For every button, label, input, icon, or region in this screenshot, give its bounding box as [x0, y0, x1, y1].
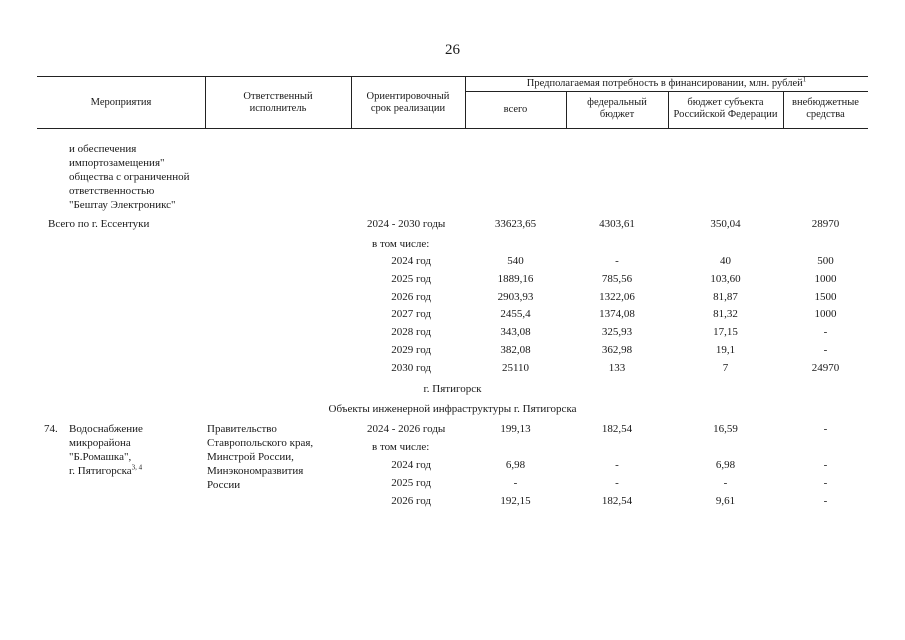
year-federal: 785,56 [601, 273, 633, 285]
header-top-rule [37, 76, 868, 77]
year-subject: 103,60 [710, 273, 741, 285]
item-extra: - [823, 423, 828, 435]
year-label: 2025 год [391, 273, 431, 285]
page-number: 26 [445, 42, 460, 58]
year-extra: 1000 [814, 308, 837, 320]
year-subject: 7 [722, 362, 729, 374]
header-executor: Ответственный исполнитель [243, 91, 313, 114]
year-extra: 1000 [814, 273, 837, 285]
year-federal: 325,93 [601, 326, 633, 338]
year-federal: 1322,06 [599, 291, 635, 303]
year-subject: 6,98 [715, 459, 736, 471]
year-federal: 133 [608, 362, 626, 374]
year-federal: 182,54 [601, 495, 633, 507]
year-label: 2026 год [391, 495, 431, 507]
header-funding-title: Предполагаемая потребность в финансировании, млн. рублей$^1$ [526, 75, 807, 89]
year-subject: 81,87 [713, 291, 738, 303]
header-federal: федеральный бюджет [587, 97, 647, 120]
continued-measure-text: и обеспечения импортозамещения" общества с ограниченной ответственностью "Бештау Электроникс" [69, 143, 190, 211]
essentuki-total-label: Всего по г. Ессентуки [48, 218, 150, 230]
essentuki-extra: 28970 [811, 218, 840, 230]
city-heading: г. Пятигорск [423, 383, 482, 395]
year-federal: - [615, 255, 619, 267]
item-period: 2024 - 2026 годы [367, 423, 446, 435]
year-total: 540 [507, 255, 524, 267]
year-total: 25110 [501, 362, 530, 374]
item-total: 199,13 [500, 423, 531, 435]
funding-subheader-rule [465, 91, 868, 92]
item-incl-label: в том числе: [372, 441, 430, 453]
year-label: 2029 год [391, 344, 431, 356]
year-extra: - [823, 477, 828, 489]
year-subject: 19,1 [715, 344, 736, 356]
footnote-marker: 3, 4 [131, 463, 143, 472]
year-total: 382,08 [500, 344, 531, 356]
year-total: 2903,93 [497, 291, 534, 303]
essentuki-total: 33623,65 [494, 218, 537, 230]
year-subject: 81,32 [713, 308, 738, 320]
essentuki-federal: 4303,61 [599, 218, 635, 230]
year-total: 6,98 [505, 459, 526, 471]
year-label: 2025 год [391, 477, 431, 489]
year-extra: 24970 [811, 362, 840, 374]
section-heading: Объекты инженерной инфраструктуры г. Пятигорска [328, 403, 577, 415]
year-federal: 1374,08 [599, 308, 635, 320]
essentuki-period: 2024 - 2030 годы [367, 218, 446, 230]
year-total: - [513, 477, 518, 489]
year-extra: - [823, 344, 828, 356]
year-total: 2455,4 [500, 308, 531, 320]
year-label: 2027 год [391, 308, 431, 320]
year-extra: - [823, 326, 828, 338]
year-extra: - [823, 495, 828, 507]
year-total: 1889,16 [497, 273, 534, 285]
year-federal: - [615, 459, 619, 471]
year-label: 2026 год [391, 291, 431, 303]
year-federal: 362,98 [601, 344, 633, 356]
year-total: 192,15 [500, 495, 531, 507]
header-extra: внебюджетные средства [792, 97, 859, 120]
item-name: Водоснабжение микрорайона "Б.Ромашка", г. Пятигорска$^{3, 4}$ [69, 423, 143, 477]
year-subject: 17,15 [713, 326, 738, 338]
essentuki-subject: 350,04 [710, 218, 741, 230]
year-label: 2028 год [391, 326, 431, 338]
year-extra: - [823, 459, 828, 471]
year-subject: - [723, 477, 728, 489]
year-extra: 1500 [814, 291, 837, 303]
item-executor: Правительство Ставропольского края, Минстрой России, Минэкономразвития России [207, 423, 314, 491]
item-number: 74. [44, 423, 58, 435]
header-total: всего [503, 104, 528, 115]
year-label: 2024 год [391, 255, 431, 267]
essentuki-incl-label: в том числе: [372, 238, 430, 250]
year-extra: 500 [817, 255, 834, 267]
item-subject: 16,59 [713, 423, 738, 435]
header-subject: бюджет субъекта Российской Федерации [673, 97, 778, 120]
year-subject: 40 [720, 255, 731, 267]
header-bottom-rule [37, 128, 868, 129]
header-measures: Мероприятия [90, 97, 152, 108]
year-label: 2030 год [391, 362, 431, 374]
year-federal: - [615, 477, 619, 489]
year-total: 343,08 [500, 326, 531, 338]
year-subject: 9,61 [715, 495, 736, 507]
year-label: 2024 год [391, 459, 431, 471]
header-period: Ориентировочный срок реализации [366, 91, 450, 114]
item-federal: 182,54 [601, 423, 633, 435]
